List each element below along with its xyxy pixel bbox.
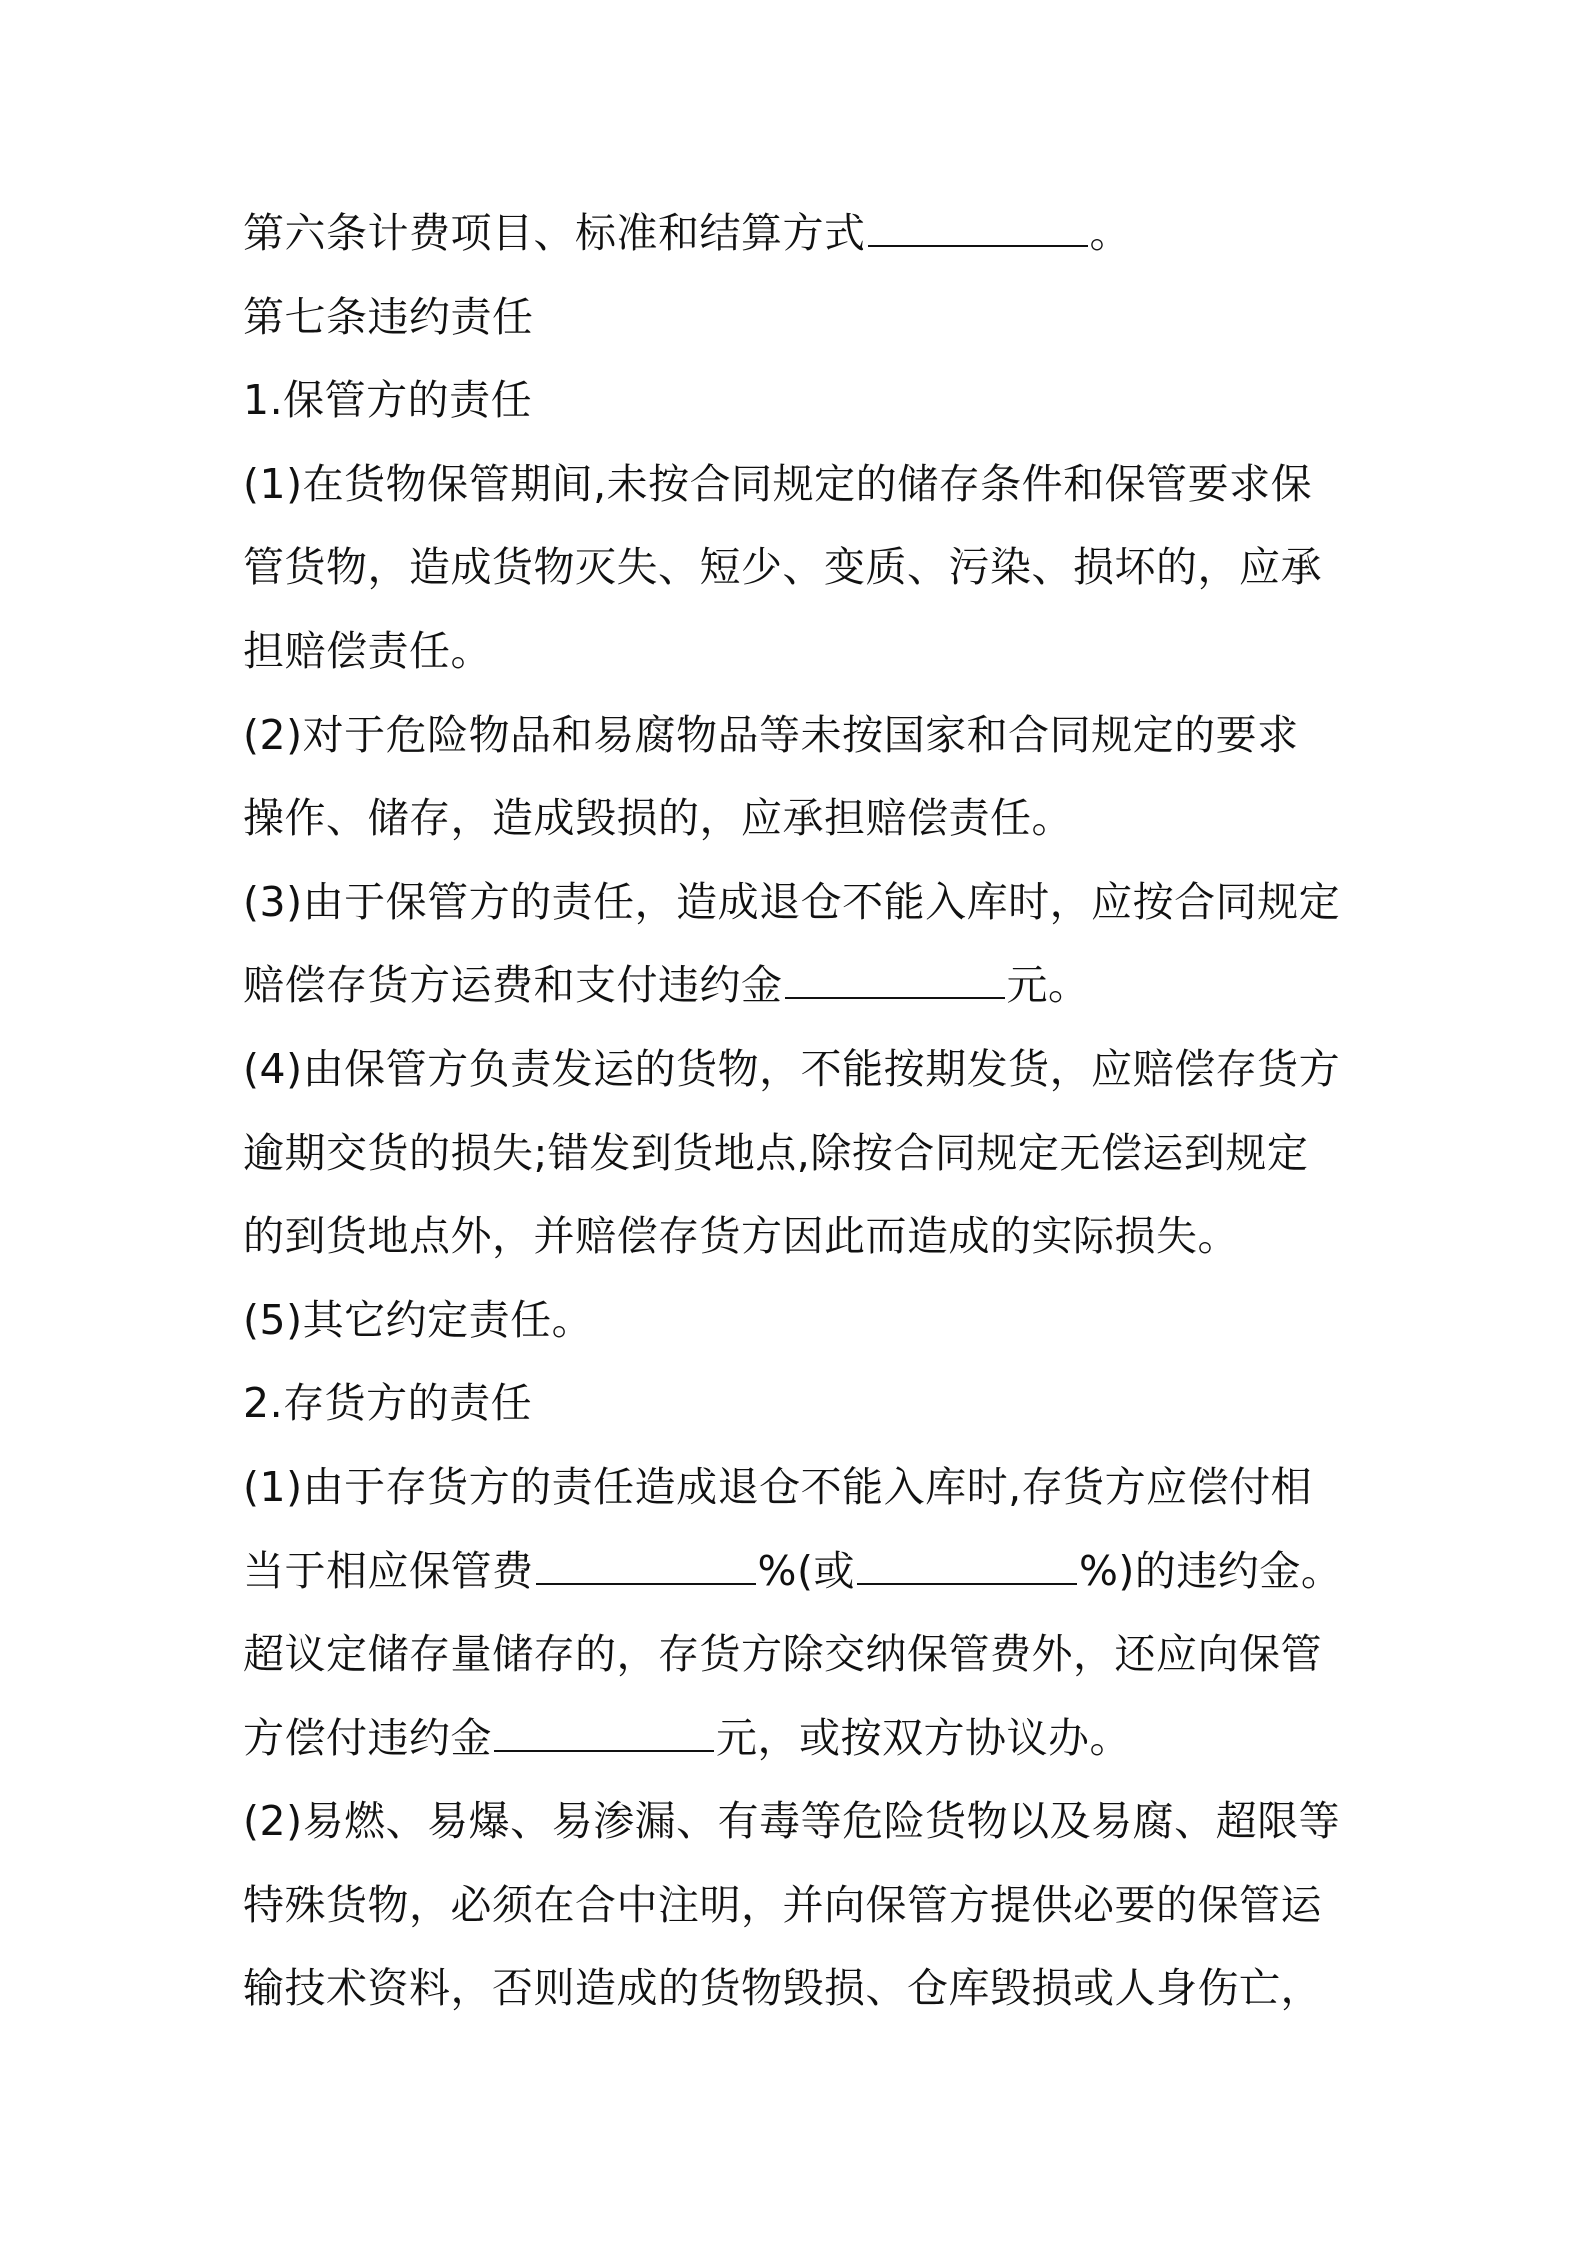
paragraph-line: 担赔偿责任。 [243, 626, 492, 675]
paragraph-line: (1)在货物保管期间,未按合同规定的储存条件和保管要求保 [243, 459, 1313, 508]
fill-in-blank [868, 201, 1088, 247]
clause-6-heading: 第六条计费项目、标准和结算方式 。 [243, 192, 1363, 276]
clause-7-heading: 第七条违约责任 [243, 292, 534, 341]
paragraph-line: (3)由于保管方的责任，造成退仓不能入库时，应按合同规定 [243, 877, 1341, 926]
paragraph-line: 特殊货物，必须在合中注明，并向保管方提供必要的保管运 [243, 1880, 1322, 1929]
paragraph-line: 赔偿存货方运费和支付违约金 元。 [243, 944, 1363, 1028]
fill-in-blank [785, 953, 1005, 999]
fill-in-blank [536, 1539, 756, 1585]
paragraph-line: 操作、储存，造成毁损的，应承担赔偿责任。 [243, 794, 1073, 843]
paragraph-line: 管货物，造成货物灭失、短少、变质、污染、损坏的，应承 [243, 543, 1322, 592]
paragraph-line: 当于相应保管费 %(或 %)的违约金。 [243, 1530, 1363, 1614]
paragraph-line: 方偿付违约金 元，或按双方协议办。 [243, 1697, 1363, 1781]
paragraph-line: (2)易燃、易爆、易渗漏、有毒等危险货物以及易腐、超限等 [243, 1797, 1341, 1846]
paragraph-line: 的到货地点外，并赔偿存货方因此而造成的实际损失。 [243, 1212, 1239, 1261]
paragraph-line: (4)由保管方负责发运的货物，不能按期发货，应赔偿存货方 [243, 1044, 1341, 1093]
paragraph-line: (2)对于危险物品和易腐物品等未按国家和合同规定的要求 [243, 710, 1299, 759]
paragraph-line: 输技术资料，否则造成的货物毁损、仓库毁损或人身伤亡， [243, 1964, 1322, 2013]
contract-text [243, 192, 1363, 2031]
fill-in-blank [494, 1706, 714, 1752]
section-heading: 2.存货方的责任 [243, 1379, 533, 1428]
fill-in-blank [857, 1539, 1077, 1585]
paragraph-line: 逾期交货的损失;错发到货地点,除按合同规定无偿运到规定 [243, 1128, 1309, 1177]
paragraph-line: (5)其它约定责任。 [243, 1295, 594, 1344]
paragraph-line: (1)由于存货方的责任造成退仓不能入库时,存货方应偿付相 [243, 1462, 1313, 1511]
paragraph-line: 超议定储存量储存的，存货方除交纳保管费外，还应向保管 [243, 1630, 1322, 1679]
section-heading: 1.保管方的责任 [243, 376, 533, 425]
